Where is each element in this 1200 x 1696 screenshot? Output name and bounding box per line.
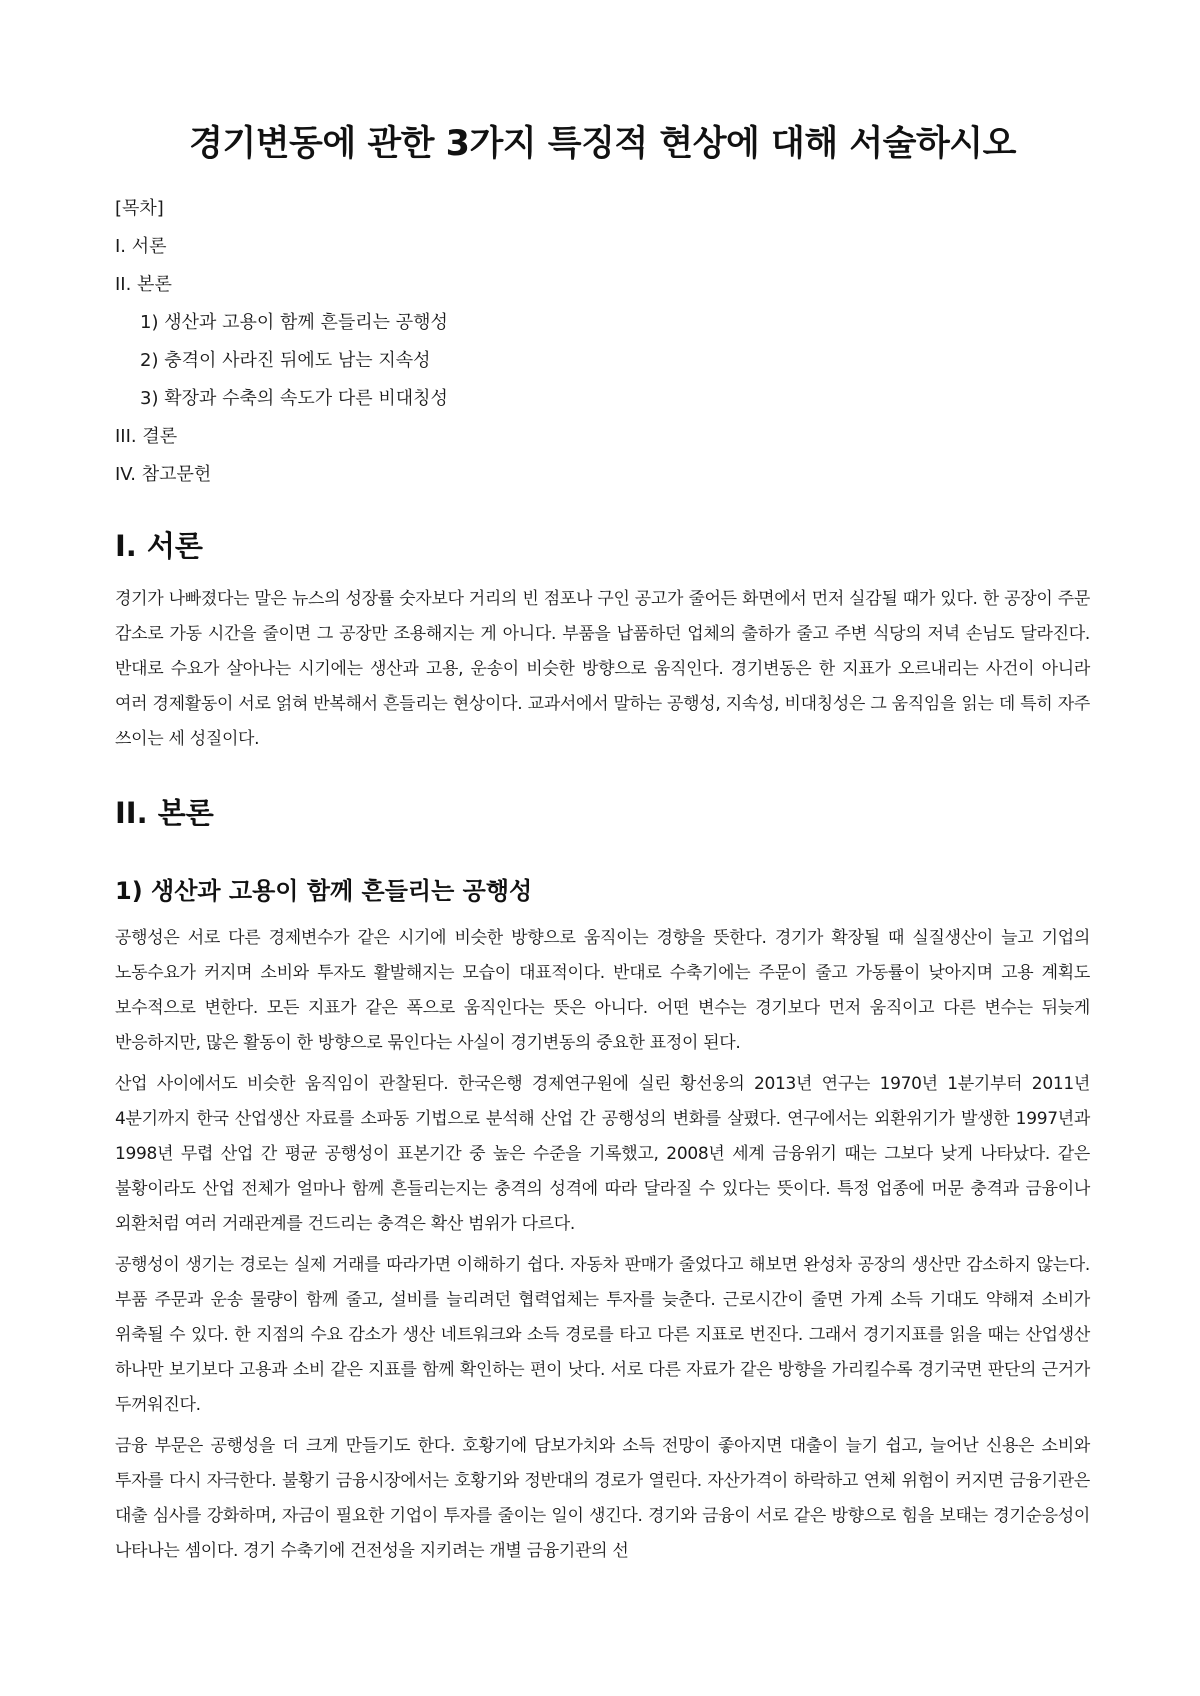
subsection-heading-comovement: 1) 생산과 고용이 함께 흔들리는 공행성 — [115, 877, 533, 905]
toc-item-intro: I. 서론 — [115, 236, 167, 257]
document-title: 경기변동에 관한 3가지 특징적 현상에 대해 서술하시오 — [189, 124, 1016, 164]
body-paragraph: 산업 사이에서도 비슷한 움직임이 관찰된다. 한국은행 경제연구원에 실린 황선웅의 2013년 연구는 1970년 1분기부터 2011년 4분기까지 한국 산업생산 자료를 소파동 기법으로 분석해 산업 간 공행성의 변화를 살폈다. 연구에서는 외환위기가 발생한 1997년과 1998년 무렵 산업 간 평균 공행성이 표본기간 중 높은 수준을 기록했고, 2008년 세계 금융위기 때는 그보다 낮게 나타났다. 같은 불황이라도 산업 전체가 얼마나 함께 흔들리는지는 충격의 성격에 따라 달라질 수 있다는 뜻이다. 특정 업종에 머문 충격과 금융이나 외환처럼 여러 거래관계를 건드리는 충격은 확산 범위가 다르다. — [115, 1074, 1090, 1234]
toc-item-persistence: 2) 충격이 사라진 뒤에도 남는 지속성 — [140, 350, 431, 371]
toc-item-asymmetry: 3) 확장과 수축의 속도가 다른 비대칭성 — [140, 388, 448, 409]
intro-paragraph: 경기가 나빠졌다는 말은 뉴스의 성장률 숫자보다 거리의 빈 점포나 구인 공고가 줄어든 화면에서 먼저 실감될 때가 있다. 한 공장이 주문 감소로 가동 시간을 줄이면 그 공장만 조용해지는 게 아니다. 부품을 납품하던 업체의 출하가 줄고 주변 식당의 저녁 손님도 달라진다. 반대로 수요가 살아나는 시기에는 생산과 고용, 운송이 비슷한 방향으로 움직인다. 경기변동은 한 지표가 오르내리는 사건이 아니라 여러 경제활동이 서로 얽혀 반복해서 흔들리는 현상이다. 교과서에서 말하는 공행성, 지속성, 비대칭성은 그 움직임을 읽는 데 특히 자주 쓰이는 세 성질이다. — [115, 589, 1090, 749]
section-heading-intro: I. 서론 — [115, 529, 203, 563]
document-page — [115, 120, 1090, 1575]
toc-header: [목차] — [115, 198, 164, 219]
body-paragraph: 공행성이 생기는 경로는 실제 거래를 따라가면 이해하기 쉽다. 자동차 판매가 줄었다고 해보면 완성차 공장의 생산만 감소하지 않는다. 부품 주문과 운송 물량이 함께 줄고, 설비를 늘리려던 협력업체는 투자를 늦춘다. 근로시간이 줄면 가계 소득 기대도 약해져 소비가 위축될 수 있다. 한 지점의 수요 감소가 생산 네트워크와 소득 경로를 타고 다른 지표로 번진다. 그래서 경기지표를 읽을 때는 산업생산 하나만 보기보다 고용과 소비 같은 지표를 함께 확인하는 편이 낫다. 서로 다른 자료가 같은 방향을 가리킬수록 경기국면 판단의 근거가 두꺼워진다. — [115, 1255, 1090, 1415]
table-of-contents — [115, 190, 1090, 494]
toc-item-body: II. 본론 — [115, 274, 172, 295]
section-heading-body: II. 본론 — [115, 796, 214, 830]
body-paragraph: 공행성은 서로 다른 경제변수가 같은 시기에 비슷한 방향으로 움직이는 경향을 뜻한다. 경기가 확장될 때 실질생산이 늘고 기업의 노동수요가 커지며 소비와 투자도 활발해지는 모습이 대표적이다. 반대로 수축기에는 주문이 줄고 가동률이 낮아지며 고용 계획도 보수적으로 변한다. 모든 지표가 같은 폭으로 움직인다는 뜻은 아니다. 어떤 변수는 경기보다 먼저 움직이고 다른 변수는 뒤늦게 반응하지만, 많은 활동이 한 방향으로 묶인다는 사실이 경기변동의 중요한 표정이 된다. — [115, 928, 1090, 1053]
toc-item-references: IV. 참고문헌 — [115, 464, 212, 485]
body-paragraph: 금융 부문은 공행성을 더 크게 만들기도 한다. 호황기에 담보가치와 소득 전망이 좋아지면 대출이 늘기 쉽고, 늘어난 신용은 소비와 투자를 다시 자극한다. 불황기 금융시장에서는 호황기와 정반대의 경로가 열린다. 자산가격이 하락하고 연체 위험이 커지면 금융기관은 대출 심사를 강화하며, 자금이 필요한 기업이 투자를 줄이는 일이 생긴다. 경기와 금융이 서로 같은 방향으로 힘을 보태는 경기순응성이 나타나는 셈이다. 경기 수축기에 건전성을 지키려는 개별 금융기관의 선 — [115, 1436, 1090, 1561]
toc-item-comovement: 1) 생산과 고용이 함께 흔들리는 공행성 — [140, 312, 448, 333]
toc-item-conclusion: III. 결론 — [115, 426, 178, 447]
